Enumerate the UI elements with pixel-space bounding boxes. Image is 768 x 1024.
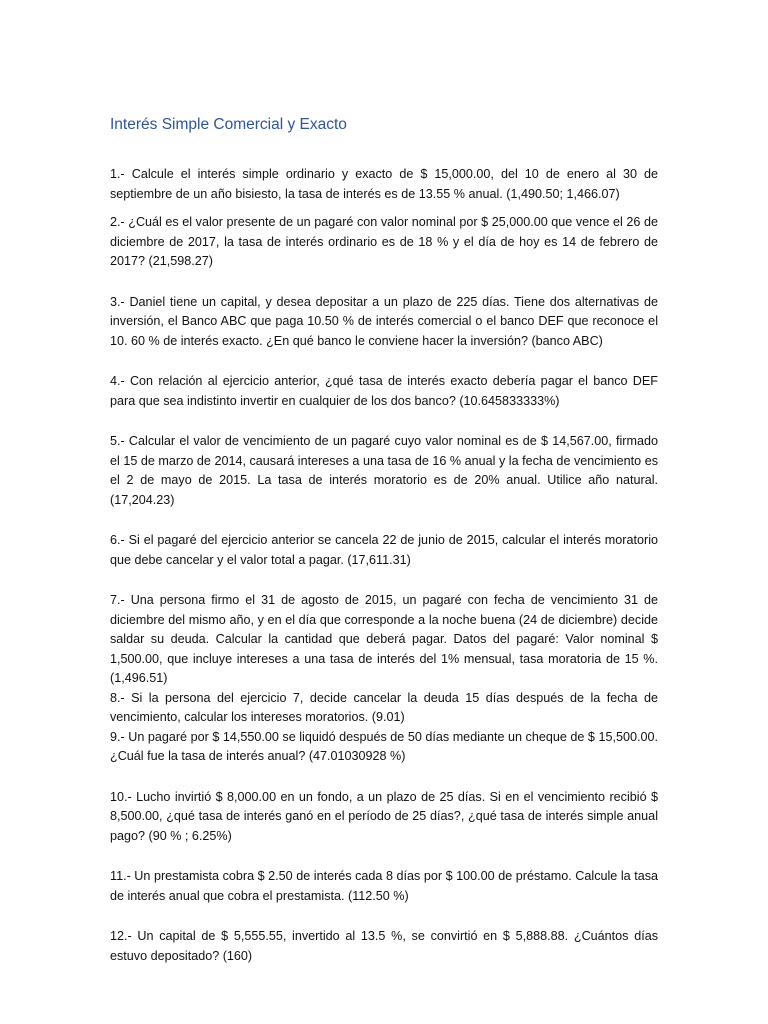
exercise-5: 5.- Calcular el valor de vencimiento de un pagaré cuyo valor nominal es de $ 14,567.00, firmado el 15 de marzo de 2014, causará intereses a una tasa de 16 % anual y la fecha de vencimiento es el 2 de mayo de 2015. La tasa de interés moratorio es de 20% anual. Utilice año natural. (17,204.23) (110, 434, 658, 507)
exercise-list (110, 165, 658, 966)
exercise-4: 4.- Con relación al ejercicio anterior, ¿qué tasa de interés exacto debería pagar el banco DEF para que sea indistinto invertir en cualquier de los dos banco? (10.645833333%) (110, 374, 658, 408)
exercise-12: 12.- Un capital de $ 5,555.55, invertido al 13.5 %, se convirtió en $ 5,888.88. ¿Cuántos días estuvo depositado? (160) (110, 929, 658, 963)
exercise-3: 3.- Daniel tiene un capital, y desea depositar a un plazo de 225 días. Tiene dos alternativas de inversión, el Banco ABC que paga 10.50 % de interés comercial o el banco DEF que reconoce el 10. 60 % de interés exacto. ¿En qué banco le conviene hacer la inversión? (banco ABC) (110, 294, 658, 348)
document-title: Interés Simple Comercial y Exacto (110, 116, 347, 133)
exercise-8: 8.- Si la persona del ejercicio 7, decide cancelar la deuda 15 días después de la fecha de vencimiento, calcular los intereses moratorios. (9.01) (110, 690, 658, 724)
exercise-1: 1.- Calcule el interés simple ordinario y exacto de $ 15,000.00, del 10 de enero al 30 de septiembre de un año bisiesto, la tasa de interés es de 13.55 % anual. (1,490.50; 1,466.07) (110, 167, 658, 201)
exercise-11: 11.- Un prestamista cobra $ 2.50 de interés cada 8 días por $ 100.00 de préstamo. Calcule la tasa de interés anual que cobra el prestamista. (112.50 %) (110, 869, 658, 903)
exercise-2: 2.- ¿Cuál es el valor presente de un pagaré con valor nominal por $ 25,000.00 que vence el 26 de diciembre de 2017, la tasa de interés ordinario es de 18 % y el día de hoy es 14 de febrero de 2017? (21,598.27) (110, 215, 658, 268)
exercise-9: 9.- Un pagaré por $ 14,550.00 se liquidó después de 50 días mediante un cheque de $ 15,500.00. ¿Cuál fue la tasa de interés anual? (47.01030928 %) (110, 729, 658, 763)
exercise-10: 10.- Lucho invirtió $ 8,000.00 en un fondo, a un plazo de 25 días. Si en el vencimiento recibió $ 8,500.00, ¿qué tasa de interés ganó en el período de 25 días?, ¿qué tasa de interés simple anual pago? (90 % ; 6.25%) (110, 789, 658, 843)
exercise-6: 6.- Si el pagaré del ejercicio anterior se cancela 22 de junio de 2015, calcular el interés moratorio que debe cancelar y el valor total a pagar. (17,611.31) (110, 533, 658, 567)
exercise-7: 7.- Una persona firmo el 31 de agosto de 2015, un pagaré con fecha de vencimiento 31 de diciembre del mismo año, y en el día que corresponde a la noche buena (24 de diciembre) decide saldar su deuda. Calcular la cantidad que deberá pagar. Datos del pagaré: Valor nominal $ 1,500.00, que incluye intereses a una tasa de interés del 1% mensual, tasa moratoria de 15 %. (1,496.51) (110, 593, 658, 685)
